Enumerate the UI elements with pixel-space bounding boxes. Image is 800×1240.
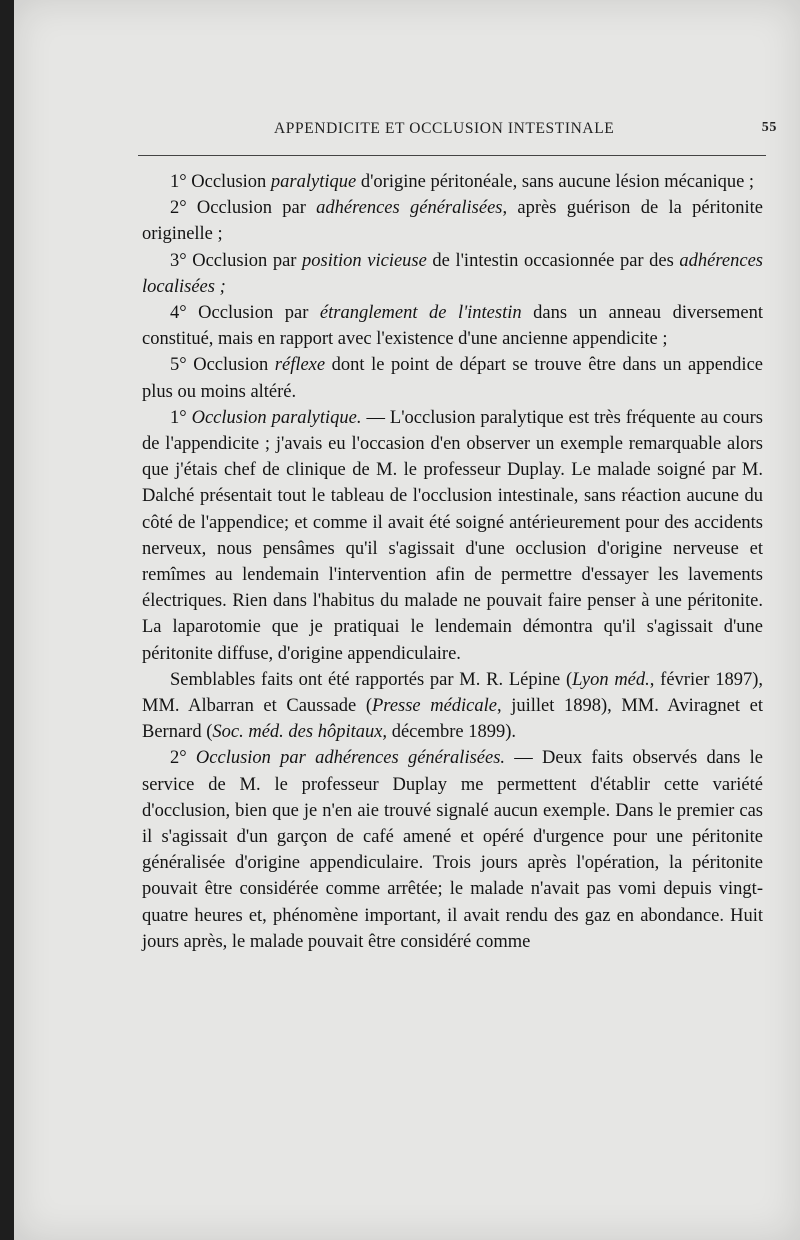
body-text: , février 1897), MM. Albarran et Caussade ( — [142, 669, 763, 717]
body-text: — L'occlusion paralytique est très fréquente au cours de l'appendicite ; j'avais eu l'occasion d'en observer un exemple remarquable alors que j'étais chef de clinique de M. le professeur Duplay. Le malade soigné par M. Dalché présentait tout le tableau de l'occlusion intestinale, sans réaction aucune du côté de l'appendice; et comme il avait été soigné antérieurement pour des accidents nerveux, nous pensâmes qu'il s'agissait d'une occlusion d'origine nerveuse et remîmes au lendemain l'intervention afin de permettre d'essayer les lavements électriques. Rien dans l'habitus du malade ne pouvait faire penser à une péritonite. La laparotomie que je pratiquai le lendemain démontra qu'il s'agissait d'une péritonite diffuse, d'origine appendiculaire. — [142, 407, 764, 664]
paragraph-list-item-2 — [142, 195, 763, 247]
italic-text: Presse médicale — [372, 696, 497, 717]
paragraph-list-item-3 — [142, 248, 763, 300]
body-text: 5° Occlusion — [170, 355, 275, 376]
paragraph-references — [142, 667, 763, 746]
italic-text: Occlusion par adhérences généralisées. — [195, 748, 506, 769]
italic-text: Lyon méd. — [572, 669, 650, 690]
body-text: dont le point de départ se trouve être dans un appendice plus ou moins altéré. — [142, 355, 763, 402]
text-body — [142, 169, 763, 955]
body-text: , après guérison de la péritonite originelle ; — [142, 198, 763, 245]
body-text: 1° — [170, 407, 192, 428]
body-text: 3° Occlusion par — [170, 250, 303, 271]
paragraph-list-item-4 — [142, 300, 763, 352]
italic-text: adhérences localisées ; — [142, 250, 763, 297]
body-text: de l'intestin occasionnée par des — [426, 250, 680, 271]
body-text: 4° Occlusion par — [170, 303, 320, 324]
italic-text: Soc. méd. des hôpitaux, — [212, 722, 388, 743]
body-text: — Deux faits observés dans le service de M. le professeur Duplay me permettent d'établir cette variété d'occlusion, bien que je n'en aie trouvé signalé aucun exemple. Dans le premier cas il s'agissait d'un garçon de café amené et opéré d'urgence pour une péritonite généralisée d'origine appendiculaire. Trois jours après l'opération, la péritonite pouvait être considérée comme arrêtée; le malade n'avait pas vomi depuis vingt-quatre heures et, phénomène important, il avait rendu des gaz en abondance. Huit jours après, le malade pouvait être considéré comme — [142, 748, 763, 952]
body-text: dans un anneau diversement constitué, mais en rapport avec l'existence d'une ancienne appendicite ; — [142, 303, 763, 350]
running-header — [136, 117, 777, 141]
italic-text: réflexe — [274, 355, 326, 376]
body-text: Semblables faits ont été rapportés par M. R. Lépine ( — [170, 669, 573, 690]
paragraph-section-paralytique — [142, 405, 763, 667]
italic-text: étranglement de l'intestin — [319, 303, 522, 324]
body-text: 2° Occlusion par — [170, 198, 317, 219]
italic-text: adhérences généralisées — [316, 198, 503, 219]
running-title: APPENDICITE ET OCCLUSION INTESTINALE — [274, 120, 615, 137]
body-text: décembre 1899). — [387, 722, 516, 743]
italic-text: paralytique — [270, 172, 357, 192]
page-number: 55 — [761, 120, 777, 135]
body-text: , juillet 1898), MM. Aviragnet et Bernard ( — [142, 696, 763, 743]
paragraph-list-item-5 — [142, 352, 763, 404]
italic-text: Occlusion paralytique. — [191, 407, 362, 428]
italic-text: position vicieuse — [302, 250, 427, 271]
body-text: d'origine péritonéale, sans aucune lésion mécanique ; — [356, 172, 755, 192]
body-text: 2° — [170, 748, 196, 769]
paragraph-section-adherences — [142, 745, 763, 955]
body-text: 1° Occlusion — [170, 172, 271, 192]
paragraph-list-item-1 — [142, 169, 763, 195]
header-rule — [138, 155, 766, 156]
